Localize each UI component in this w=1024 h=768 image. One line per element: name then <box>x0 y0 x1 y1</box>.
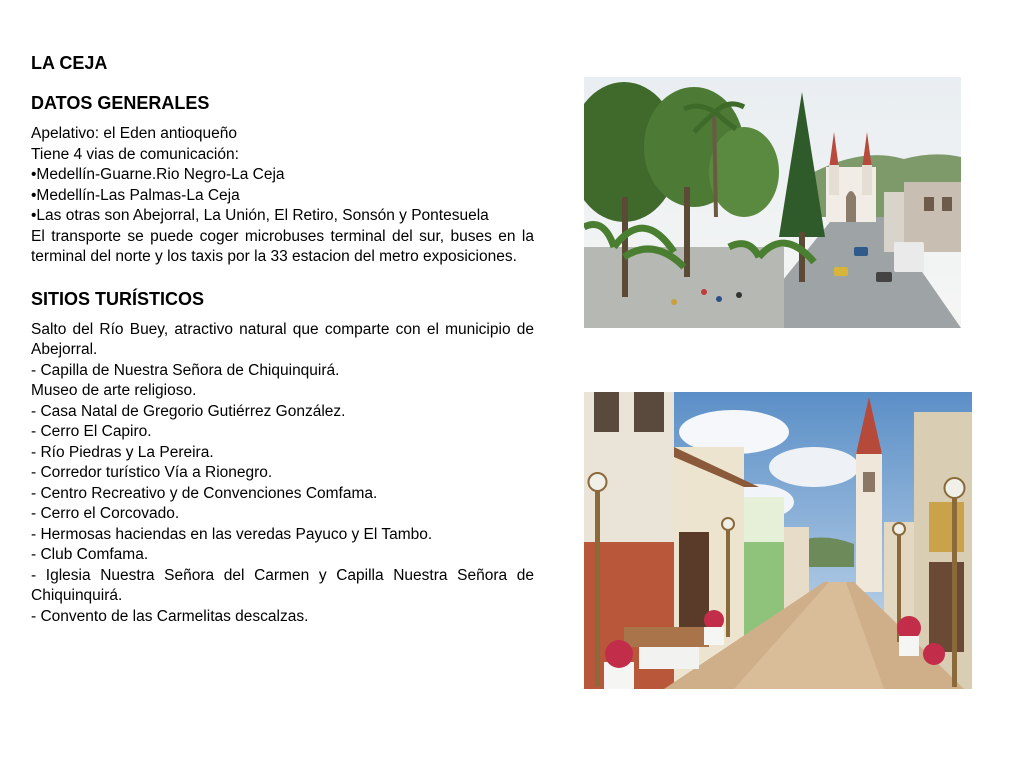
transport-paragraph: El transporte se puede coger microbuses terminal del sur, buses en la terminal del norte y los taxis por la 33 estacion del metro exposiciones. <box>31 227 534 265</box>
site-line: - Río Piedras y La Pereira. <box>31 443 214 461</box>
text-column <box>31 52 534 627</box>
general-line: •Medellín-Guarne.Rio Negro-La Ceja <box>31 166 285 183</box>
site-line: - Centro Recreativo y de Convenciones Comfama. <box>31 484 378 502</box>
site-line: Museo de arte religioso. <box>31 382 197 399</box>
street-photo <box>584 392 972 689</box>
sites-heading: SITIOS TURÍSTICOS <box>31 288 205 309</box>
page-title: LA CEJA <box>31 53 108 73</box>
site-line: - Iglesia Nuestra Señora del Carmen y Capilla Nuestra Señora de Chiquinquirá. <box>31 566 534 604</box>
site-line: - Cerro el Corcovado. <box>31 505 180 522</box>
plaza-photo <box>584 77 961 328</box>
site-line: - Casa Natal de Gregorio Gutiérrez González. <box>31 402 346 420</box>
site-line: - Convento de las Carmelitas descalzas. <box>31 607 309 625</box>
site-line: - Club Comfama. <box>31 546 149 563</box>
site-line: - Capilla de Nuestra Señora de Chiquinquirá. <box>31 361 340 379</box>
site-line: - Corredor turístico Vía a Rionegro. <box>31 464 273 481</box>
general-line: Tiene 4 vias de comunicación: <box>31 145 239 163</box>
site-line: - Hermosas haciendas en las veredas Payuco y El Tambo. <box>31 525 433 543</box>
general-line: •Las otras son Abejorral, La Unión, El Retiro, Sonsón y Pontesuela <box>31 207 489 224</box>
site-line: - Cerro El Capiro. <box>31 423 152 440</box>
general-line: Apelativo: el Eden antioqueño <box>31 125 237 142</box>
site-line: Salto del Río Buey, atractivo natural que comparte con el municipio de Abejorral. <box>31 320 534 358</box>
general-line: •Medellín-Las Palmas-La Ceja <box>31 186 240 204</box>
general-heading: DATOS GENERALES <box>31 93 210 113</box>
